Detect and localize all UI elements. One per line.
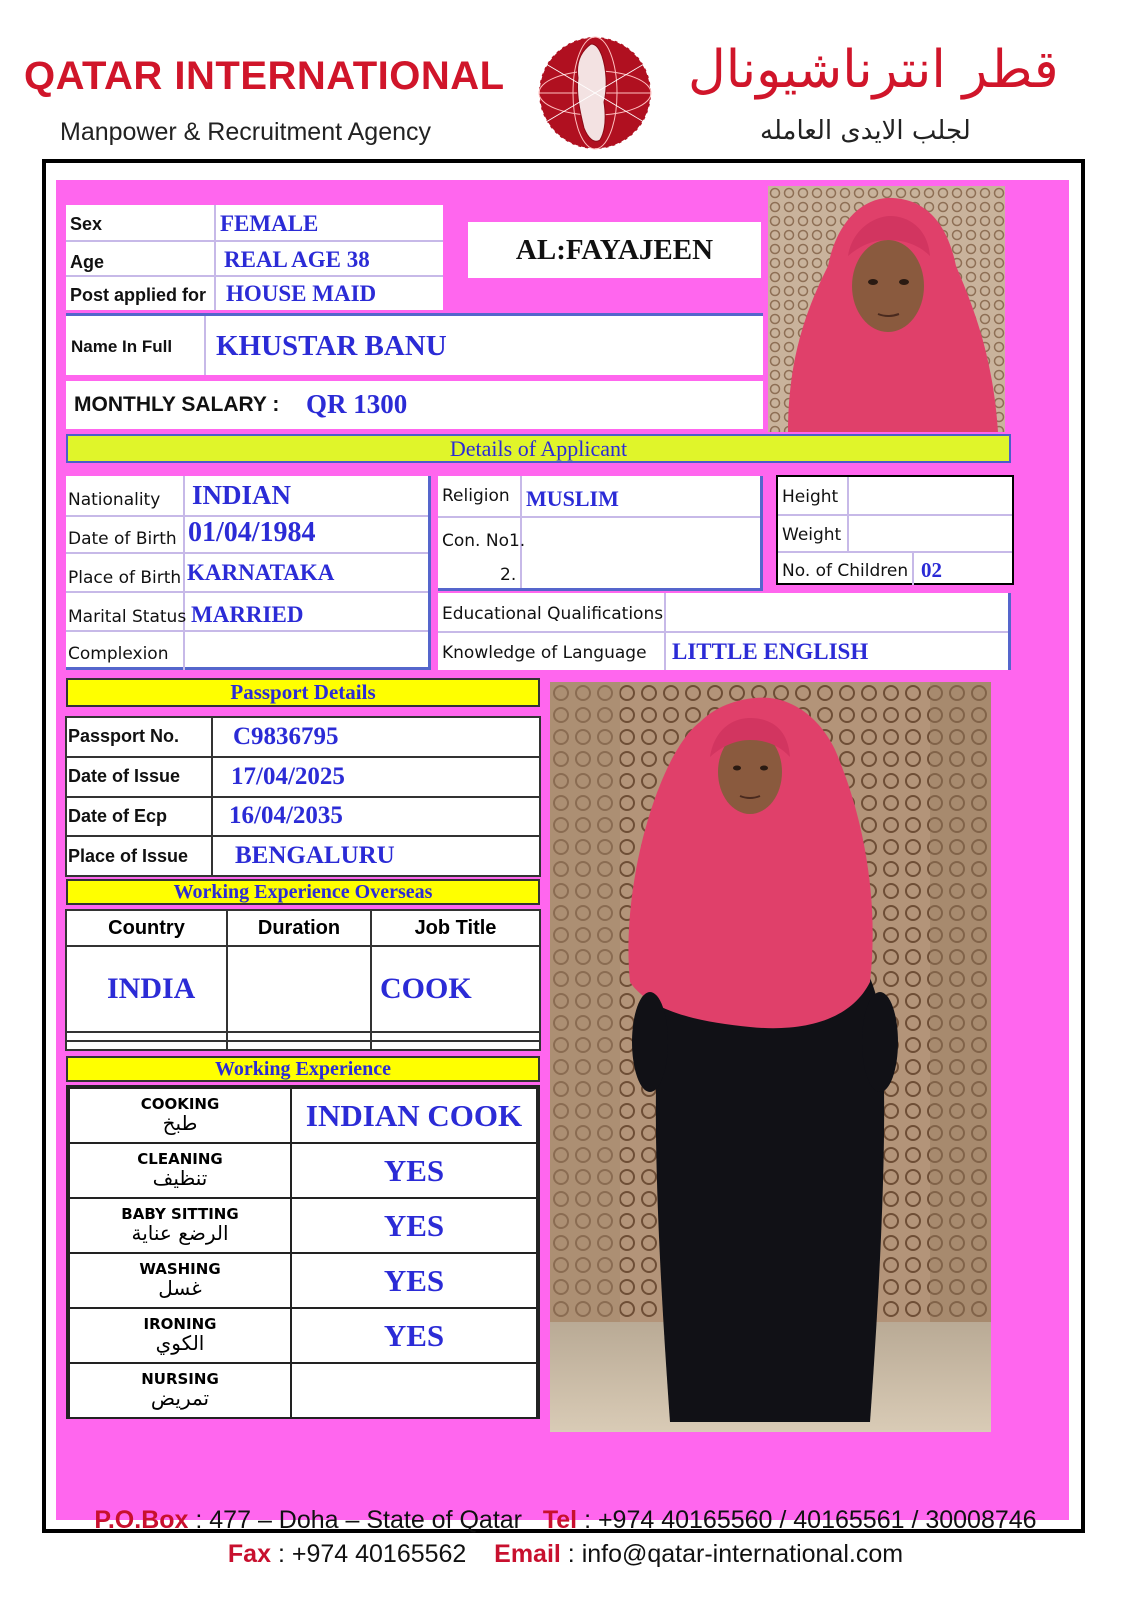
pob-value: KARNATAKA (187, 560, 335, 585)
footer-contact-line (0, 1540, 1131, 1569)
company-name-ar: قطر انترناشيونال (688, 40, 1059, 100)
nationality-label: Nationality (68, 490, 161, 510)
age-value: REAL AGE 38 (224, 247, 370, 272)
children-label: No. of Children (782, 561, 909, 581)
religion-value: MUSLIM (526, 486, 619, 511)
education-label: Educational Qualifications (442, 604, 664, 624)
skill-washing-value: YES (383, 1262, 445, 1298)
pobox-label: P.O.Box (94, 1506, 189, 1534)
overseas-country-1: INDIA (107, 971, 196, 1005)
table-row (69, 1143, 537, 1198)
skill-ironing-label: IRONING (143, 1315, 217, 1334)
table-row (66, 1032, 540, 1041)
skills-table (66, 1085, 540, 1419)
skill-ironing-value: YES (383, 1317, 445, 1353)
skill-cleaning-ar: تنظيف (152, 1165, 208, 1190)
post-label: Post applied for (70, 285, 207, 305)
skill-cooking-value: INDIAN COOK (305, 1097, 523, 1133)
education-box (438, 593, 1011, 670)
personal-details-box (66, 476, 431, 670)
applicant-headshot (768, 186, 1005, 432)
marital-value: MARRIED (191, 602, 304, 627)
company-name-en: QATAR INTERNATIONAL (24, 54, 505, 98)
age-label: Age (70, 252, 105, 272)
agency-reference: AL:FAYAJEEN (468, 222, 761, 278)
skill-cleaning-label: CLEANING (137, 1150, 223, 1169)
issue-place-label: Place of Issue (68, 845, 189, 866)
skill-washing-ar: غسل (158, 1275, 202, 1300)
issue-date-label: Date of Issue (68, 766, 181, 787)
table-row (69, 1363, 537, 1418)
dob-value: 01/04/1984 (188, 517, 316, 548)
globe-qatar-map-logo (536, 34, 654, 152)
expiry-date-value: 16/04/2035 (229, 802, 343, 830)
name-value: KHUSTAR BANU (216, 330, 447, 362)
height-weight-box (776, 475, 1014, 585)
children-value: 02 (921, 558, 942, 582)
duration-header: Duration (257, 916, 341, 939)
issue-place-value: BENGALURU (235, 842, 395, 870)
name-box (66, 313, 763, 375)
passport-details-title: Passport Details (66, 678, 540, 707)
passport-no-label: Passport No. (68, 726, 180, 747)
expiry-date-label: Date of Ecp (68, 805, 168, 826)
sex-label: Sex (70, 214, 103, 234)
skill-babysitting-value: YES (383, 1207, 445, 1243)
overseas-experience-title: Working Experience Overseas (66, 879, 540, 905)
salary-label: MONTHLY SALARY : (74, 393, 280, 416)
skill-ironing-ar: الكوي (155, 1330, 205, 1355)
table-row (69, 1088, 537, 1143)
skill-cooking-ar: طبخ (162, 1110, 198, 1135)
language-label: Knowledge of Language (442, 643, 647, 663)
fax-value: : +974 40165562 (277, 1540, 467, 1568)
language-value: LITTLE ENGLISH (672, 639, 869, 664)
name-label: Name In Full (71, 337, 173, 356)
sex-age-post-box (66, 205, 443, 310)
email-value: : info@qatar-international.com (567, 1540, 904, 1568)
company-tagline-en: Manpower & Recruitment Agency (60, 118, 432, 146)
table-row (66, 1041, 540, 1050)
working-experience-title: Working Experience (66, 1056, 540, 1082)
skill-washing-label: WASHING (139, 1260, 221, 1279)
marital-label: Marital Status (68, 607, 187, 627)
issue-date-value: 17/04/2025 (231, 762, 345, 790)
skill-nursing-ar: تمريض (150, 1385, 210, 1410)
overseas-job-1: COOK (380, 971, 472, 1005)
table-row (69, 1198, 537, 1253)
salary-box (66, 381, 763, 429)
job-title-header: Job Title (414, 916, 497, 939)
skill-nursing-label: NURSING (141, 1370, 219, 1389)
dob-label: Date of Birth (68, 529, 177, 549)
skill-babysitting-ar: الرضع عناية (131, 1220, 229, 1245)
fax-label: Fax (227, 1540, 271, 1568)
table-row (66, 946, 540, 1032)
table-row (69, 1253, 537, 1308)
weight-label: Weight (782, 525, 842, 545)
skill-cooking-label: COOKING (140, 1095, 220, 1114)
tel-value: : +974 40165560 / 40165561 / 30008746 (584, 1506, 1037, 1534)
salary-value: QR 1300 (306, 389, 408, 419)
nationality-value: INDIAN (192, 480, 292, 510)
contact-1-label: Con. No1. (442, 531, 526, 551)
country-header: Country (108, 916, 185, 939)
table-row (69, 1308, 537, 1363)
pob-label: Place of Birth (68, 568, 182, 588)
post-value: HOUSE MAID (226, 281, 377, 306)
footer-address-line (0, 1506, 1131, 1535)
passport-no-value: C9836795 (233, 722, 339, 750)
sex-value: FEMALE (220, 211, 319, 236)
complexion-label: Complexion (68, 644, 169, 664)
overseas-table (65, 909, 541, 1051)
applicant-full-photo (550, 682, 991, 1432)
height-label: Height (782, 487, 839, 507)
tel-label: Tel (542, 1506, 578, 1534)
passport-table (65, 716, 541, 877)
religion-label: Religion (442, 486, 510, 506)
pobox-value: : 477 – Doha – State of Qatar (195, 1506, 522, 1534)
email-label: Email (494, 1540, 561, 1568)
details-of-applicant-title: Details of Applicant (66, 434, 1011, 463)
contact-2-label: 2. (500, 565, 517, 585)
religion-box (438, 476, 763, 591)
company-tagline-ar: لجلب الايدى العامله (760, 116, 971, 146)
skill-cleaning-value: YES (383, 1152, 445, 1188)
skill-babysitting-label: BABY SITTING (121, 1205, 239, 1224)
